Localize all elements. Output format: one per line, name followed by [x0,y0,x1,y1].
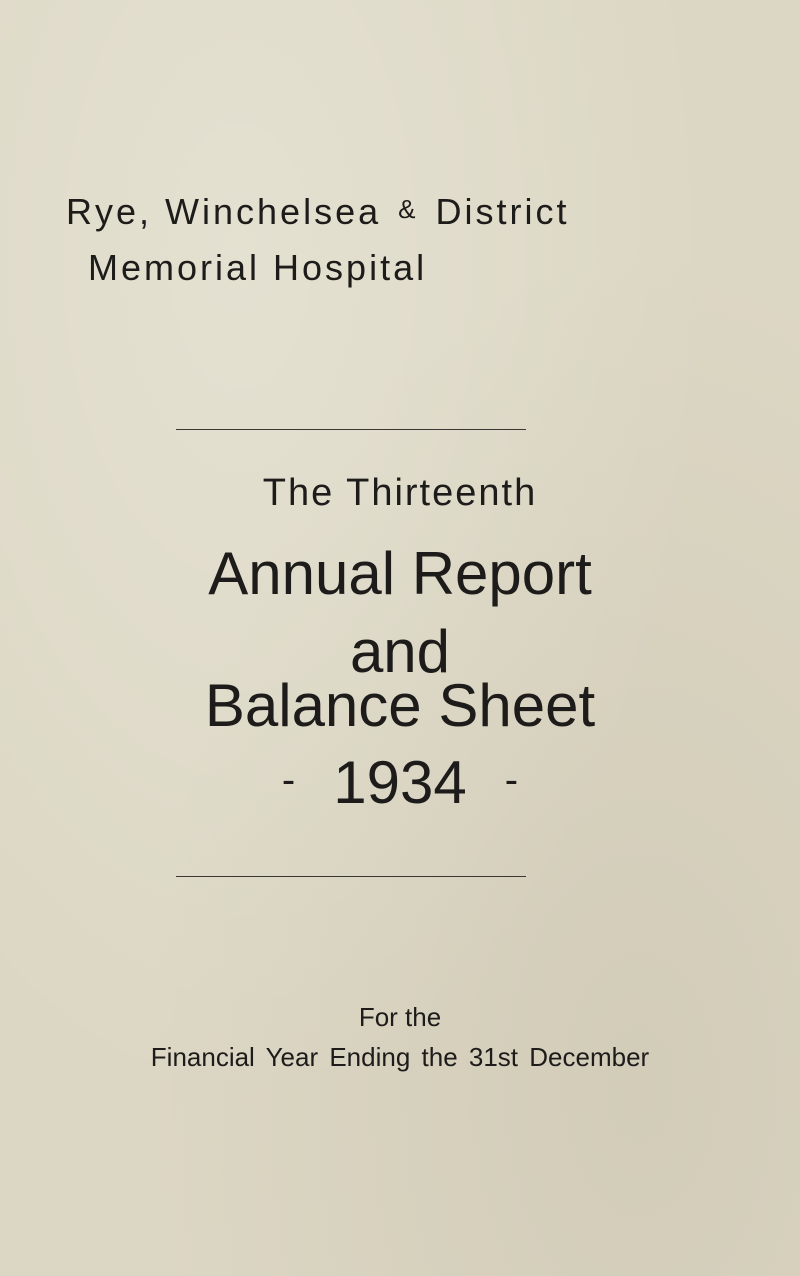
year-dash-right: - [504,758,519,802]
ampersand-glyph: & [398,194,419,224]
top-divider-rule [176,429,526,430]
financial-period-line: Financial Year Ending the 31st December [150,1042,650,1072]
bottom-divider-rule [176,876,526,877]
report-title: Annual Report [208,540,592,607]
report-ordinal: The Thirteenth [262,472,538,514]
report-year: 1934 [333,749,467,816]
hospital-name-part-1: Rye, Winchelsea [66,191,382,232]
for-the-line: For the [358,1002,442,1032]
hospital-name-line-1 [66,191,746,232]
hospital-name-part-2: District [435,191,570,232]
year-dash-left: - [281,758,296,802]
balance-sheet-title: Balance Sheet [204,672,596,739]
hospital-name-line-2: Memorial Hospital [88,247,428,288]
title-connector: and [349,618,451,685]
report-year-line [0,749,800,816]
